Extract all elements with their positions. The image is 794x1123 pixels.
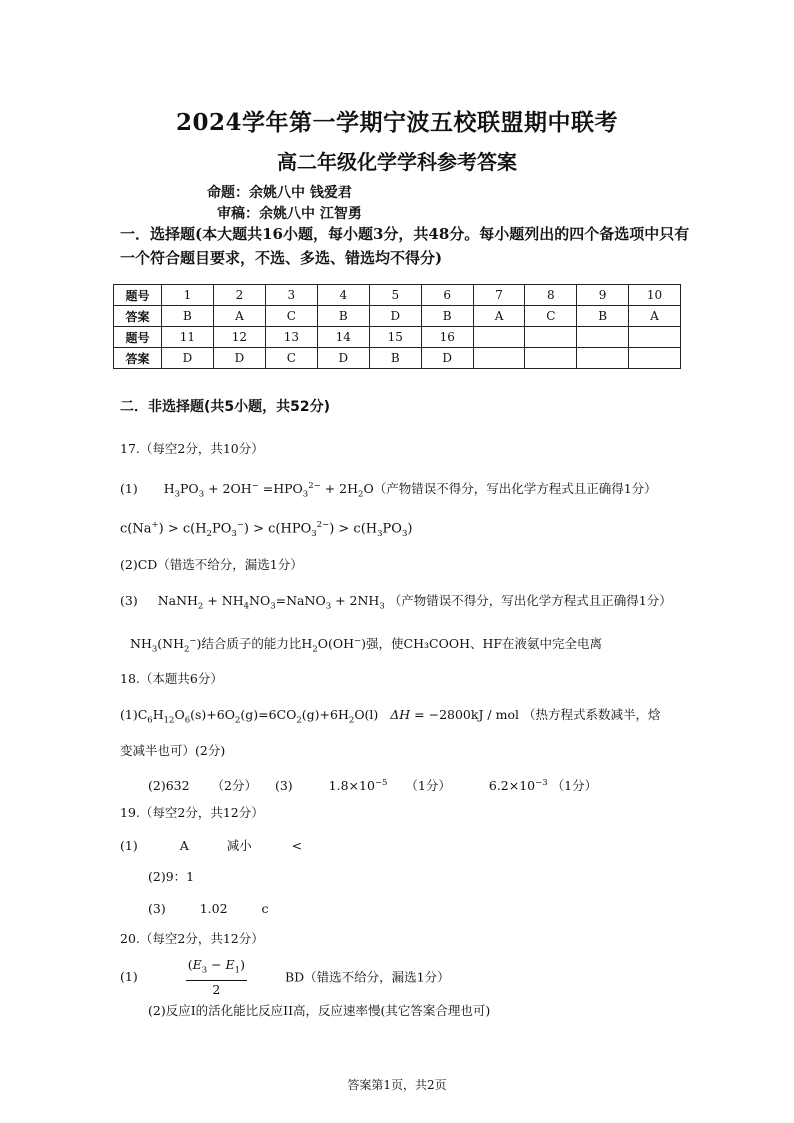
table-cell: 1 [161,285,213,306]
table-cell: 9 [577,285,629,306]
table-cell: 4 [317,285,369,306]
q17-heading: 17.（每空2分，共10分） [120,441,264,456]
q17-part1: (1) $H_3PO_3 + 2OH^- =HPO_3^{2-} + 2H_2O$（产物错误不得分，写出化学方程式且正确得1分） [120,481,657,500]
table-cell: B [161,306,213,327]
table-row [114,306,681,327]
table-cell: B [421,306,473,327]
q20-part1: (1) $\frac{(E_3 - E_1)}{2}$ BD（错选不给分，漏选1分） [120,957,450,997]
row-label: 题号 [114,327,162,348]
q17-equation1: $H_3PO_3 + 2OH^- =HPO_3^{2-} + 2H_2O$ [163,481,374,500]
author-line: 命题：余姚八中 钱爱君 [207,185,352,201]
table-cell: D [213,348,265,369]
table-cell [525,348,577,369]
table-cell: B [577,306,629,327]
table-cell [629,348,681,369]
table-cell: 5 [369,285,421,306]
q18-value2: $6.2\times 10^{-3}$ [488,778,548,794]
q20-part2: (2)反应I的活化能比反应II高，反应速率慢(其它答案合理也可) [148,1003,491,1018]
q17-equation3: NaNH$_2$ + $NH_4NO_3=NaNO_3 + 2NH_3$ [157,593,385,612]
table-cell: D [421,348,473,369]
table-cell: 8 [525,285,577,306]
table-cell: 10 [629,285,681,306]
table-cell [629,327,681,348]
page-subtitle: 高二年级化学学科参考答案 [277,150,517,174]
table-row [114,285,681,306]
q19-part3: (3) 1.02 c [148,901,269,916]
q18-part1: $(1)C_6H_{12}O_6(s)+6O_2(g)=6CO_2(g)+6H_2O(l) \Delta H = -2800kJ$ / mol （热方程式系数减半，焓 [120,707,661,726]
q20-fraction: $\frac{(E_3 - E_1)}{2}$ [187,957,245,997]
row-label: 题号 [114,285,162,306]
table-cell: B [369,348,421,369]
section1-heading: 一．选择题(本大题共16小题，每小题3分，共48分。每小题列出的四个备选项中只有一个符合题目要求，不选、多选、错选均不得分) [120,225,690,267]
row-label: 答案 [114,306,162,327]
table-cell: 14 [317,327,369,348]
answer-table [113,284,681,369]
table-cell: 6 [421,285,473,306]
table-cell: C [265,348,317,369]
reviewer-line: 审稿：余姚八中 江智勇 [217,206,362,222]
table-row [114,327,681,348]
page-title: 2024学年第一学期宁波五校联盟期中联考 [175,109,618,136]
table-cell: 15 [369,327,421,348]
q19-part2: (2)9：1 [148,869,195,884]
q18-part2-3: (2)632 （2分） (3) $1.8\times 10^{-5}$ （1分） $6.2\times 10^{-3}$ （1分） [148,778,598,794]
table-cell: D [161,348,213,369]
q19-heading: 19.（每空2分，共12分） [120,805,264,820]
table-cell [577,327,629,348]
table-cell [525,327,577,348]
table-cell: D [369,306,421,327]
q17-part3-explanation: $NH_3(NH_2^-)$结合质子的能力比$H_2O(OH^-)$强，使CH₃COOH、HF在液氨中完全电离 [130,636,603,655]
page-footer: 答案第1页，共2页 [347,1078,447,1092]
q17-part3: (3) NaNH$_2$ + $NH_4NO_3=NaNO_3 + 2NH_3$ （产物错误不得分，写出化学方程式且正确得1分） [120,593,672,612]
q20-heading: 20.（每空2分，共12分） [120,931,264,946]
row-label: 答案 [114,348,162,369]
table-row [114,348,681,369]
q17-part2: (2)CD（错选不给分，漏选1分） [120,557,303,572]
table-cell [473,327,525,348]
table-cell: A [629,306,681,327]
table-cell: C [265,306,317,327]
q18-heading: 18.（本题共6分） [120,671,223,686]
q19-part1: (1) A 减小 < [120,838,303,853]
table-cell: 12 [213,327,265,348]
table-cell: 11 [161,327,213,348]
table-cell: B [317,306,369,327]
table-cell: 13 [265,327,317,348]
table-cell: 3 [265,285,317,306]
q17-concentration-order: $c(Na^+) > c(H_2PO_3^-) > c(HPO_3^{2-}) > c(H_3PO_3)$ [120,520,413,539]
table-cell: 16 [421,327,473,348]
q18-part1-cont: 变减半也可）(2分) [120,743,226,758]
q18-thermo-equation: $(1)C_6H_{12}O_6(s)+6O_2(g)=6CO_2(g)+6H_2O(l) \Delta H = -2800kJ$ / mol [120,707,523,726]
table-cell: D [317,348,369,369]
table-cell: A [473,306,525,327]
table-cell [577,348,629,369]
q18-value1: $1.8\times 10^{-5}$ [328,778,388,794]
table-cell: 2 [213,285,265,306]
table-cell [473,348,525,369]
table-cell: A [213,306,265,327]
section2-heading: 二．非选择题(共5小题，共52分) [120,399,331,415]
table-cell: C [525,306,577,327]
table-cell: 7 [473,285,525,306]
